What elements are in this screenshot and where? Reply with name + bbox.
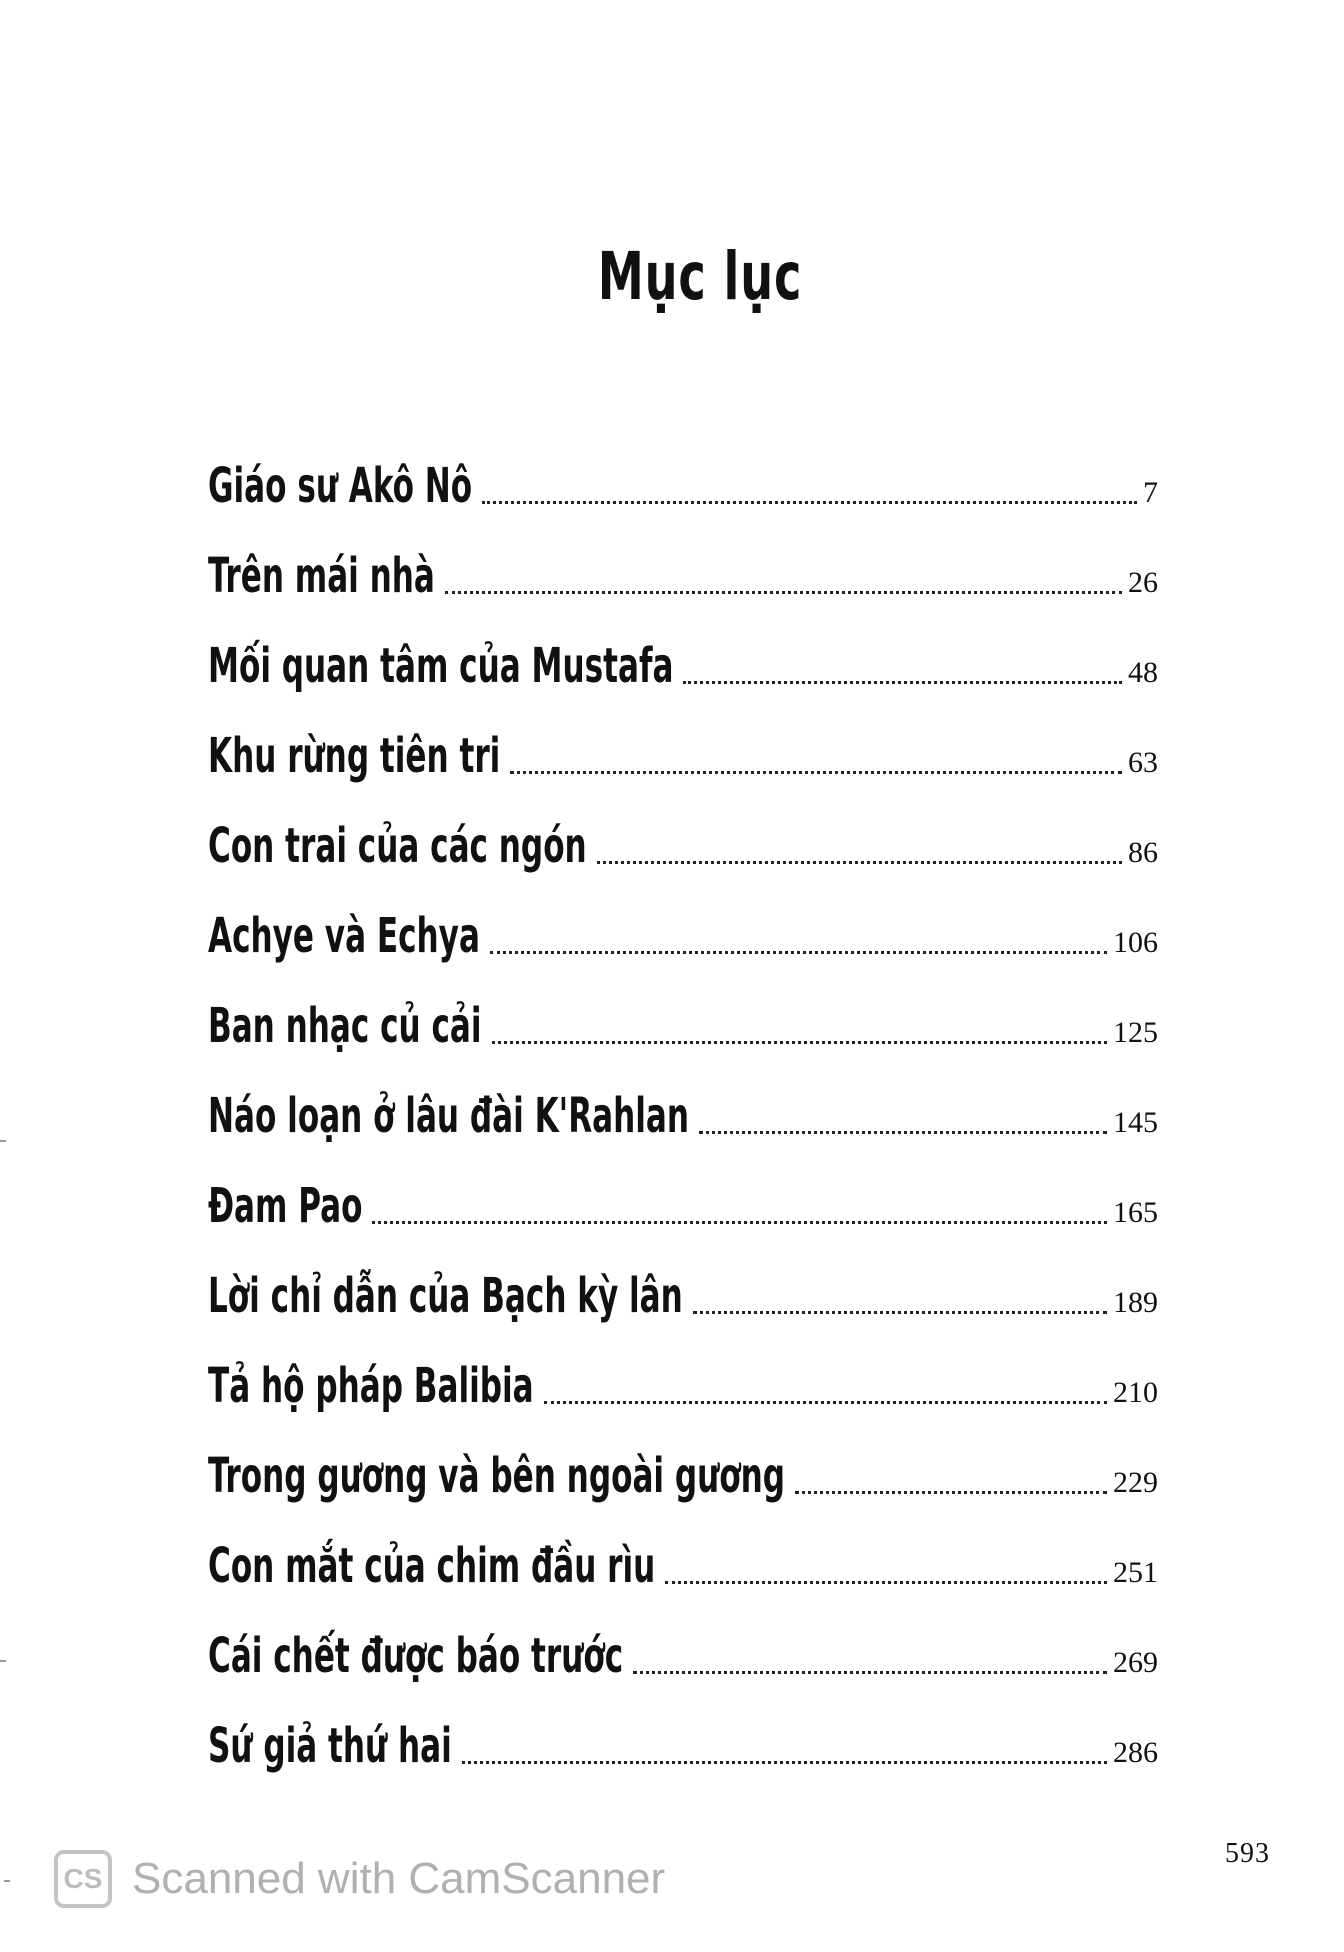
toc-entry-page: 63 [1128, 746, 1158, 779]
toc-entry [208, 1326, 1158, 1416]
toc-entry [208, 1146, 1158, 1236]
toc-entry [208, 516, 1158, 606]
page-title: Mục lục [597, 238, 803, 315]
toc-entry-page: 269 [1113, 1646, 1158, 1679]
toc-entry-title: Trên mái nhà [208, 548, 435, 604]
toc-entry-page: 286 [1113, 1736, 1158, 1769]
toc-entry-title: Náo loạn ở lâu đài K'Rahlan [208, 1088, 690, 1144]
camscanner-logo-icon: CS [54, 1850, 112, 1908]
toc-dot-leader [633, 1671, 1107, 1674]
watermark-text: Scanned with CamScanner [132, 1854, 666, 1903]
toc-entry-title: Đam Pao [208, 1178, 363, 1234]
toc-entry-page: 145 [1113, 1106, 1158, 1139]
toc-entry-title: Con trai của các ngón [208, 818, 587, 874]
toc-dot-leader [482, 501, 1137, 504]
toc-entry [208, 876, 1158, 966]
table-of-contents [208, 426, 1158, 1776]
toc-entry-page: 86 [1128, 836, 1158, 869]
toc-dot-leader [683, 681, 1122, 684]
camscanner-watermark [54, 1850, 665, 1908]
toc-entry [208, 606, 1158, 696]
toc-dot-leader [462, 1761, 1107, 1764]
toc-dot-leader [510, 771, 1122, 774]
toc-entry-title: Lời chỉ dẫn của Bạch kỳ lân [208, 1268, 683, 1324]
toc-entry-page: 229 [1113, 1466, 1158, 1499]
toc-dot-leader [665, 1581, 1107, 1584]
toc-entry [208, 1056, 1158, 1146]
toc-entry-title: Achye và Echya [208, 908, 480, 964]
toc-entry-title: Ban nhạc củ cải [208, 998, 482, 1054]
toc-dot-leader [699, 1131, 1107, 1134]
toc-entry-page: 189 [1113, 1286, 1158, 1319]
toc-dot-leader [597, 861, 1122, 864]
toc-entry [208, 786, 1158, 876]
toc-entry-title: Khu rừng tiên tri [208, 728, 501, 784]
toc-entry [208, 1596, 1158, 1686]
toc-entry-page: 251 [1113, 1556, 1158, 1589]
scan-artifact [0, 1140, 6, 1142]
toc-entry-page: 125 [1113, 1016, 1158, 1049]
toc-entry-title: Tả hộ pháp Balibia [208, 1358, 534, 1414]
toc-entry-title: Sứ giả thứ hai [208, 1718, 452, 1774]
toc-dot-leader [445, 591, 1122, 594]
toc-entry-page: 7 [1143, 476, 1158, 509]
toc-dot-leader [490, 951, 1107, 954]
toc-entry-title: Cái chết được báo trước [208, 1628, 624, 1684]
toc-entry [208, 1686, 1158, 1776]
toc-entry-page: 165 [1113, 1196, 1158, 1229]
page-number: 593 [1225, 1838, 1270, 1869]
toc-entry [208, 696, 1158, 786]
toc-entry-title: Giáo sư Akô Nô [208, 458, 473, 514]
scan-artifact [4, 1880, 10, 1882]
toc-entry-title: Con mắt của chim đầu rìu [208, 1538, 656, 1594]
toc-entry-page: 210 [1113, 1376, 1158, 1409]
toc-entry-title: Mối quan tâm của Mustafa [208, 638, 674, 694]
toc-entry-page: 26 [1128, 566, 1158, 599]
toc-dot-leader [492, 1041, 1107, 1044]
toc-entry-page: 48 [1128, 656, 1158, 689]
toc-entry [208, 1506, 1158, 1596]
scan-artifact [0, 1660, 6, 1662]
toc-entry [208, 1236, 1158, 1326]
toc-dot-leader [795, 1491, 1107, 1494]
toc-entry [208, 966, 1158, 1056]
toc-entry [208, 426, 1158, 516]
toc-dot-leader [544, 1401, 1107, 1404]
toc-dot-leader [693, 1311, 1107, 1314]
toc-entry [208, 1416, 1158, 1506]
toc-entry-page: 106 [1113, 926, 1158, 959]
toc-dot-leader [372, 1221, 1107, 1224]
toc-entry-title: Trong gương và bên ngoài gương [208, 1448, 786, 1504]
